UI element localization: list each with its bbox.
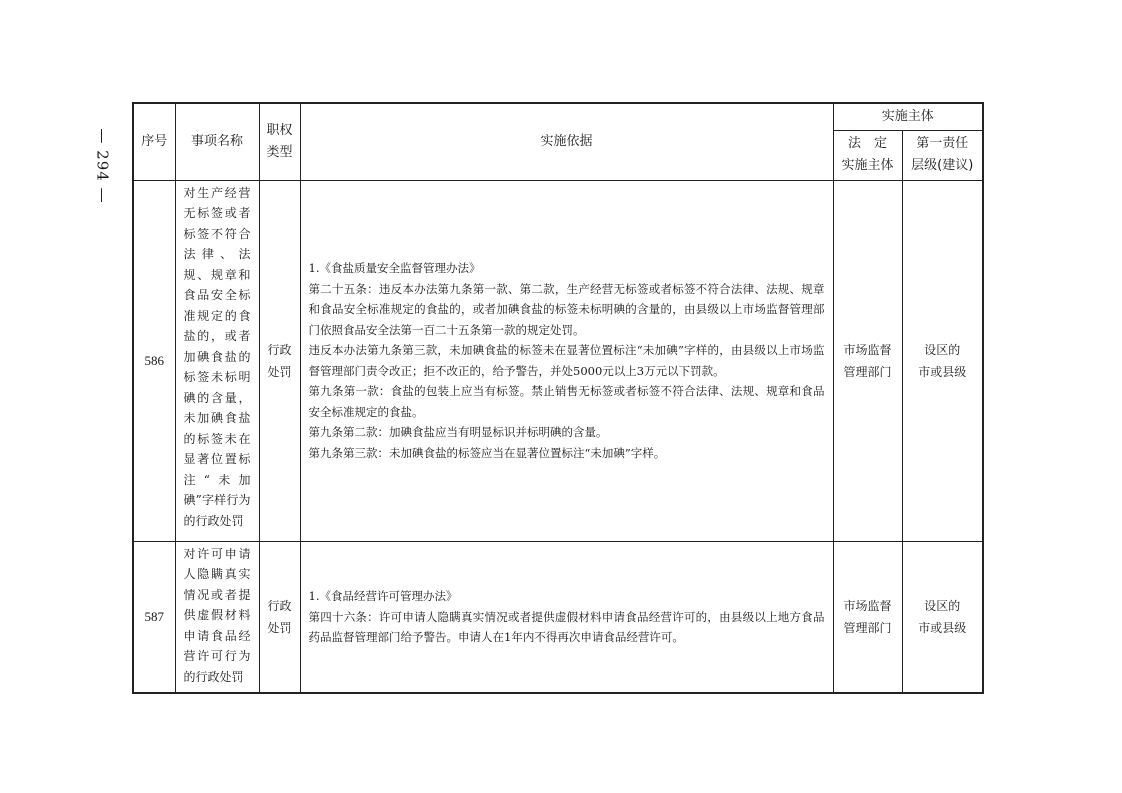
table-row <box>133 541 983 693</box>
header-type <box>259 103 300 180</box>
row-legal-line2: 管理部门 <box>843 620 892 635</box>
header-level-line2: 层级(建议) <box>911 158 974 173</box>
row-legal-subject <box>833 541 902 693</box>
row-type-line1: 行政 <box>267 598 292 613</box>
table-row <box>133 180 983 541</box>
header-basis: 实施依据 <box>300 103 833 180</box>
row-responsibility-level <box>902 180 983 541</box>
basis-paragraph: 第九条第一款：食盐的包装上应当有标签。禁止销售无标签或者标签不符合法律、法规、规章和食品安全标准规定的食盐。 <box>308 384 825 419</box>
header-level-line1: 第一责任 <box>916 136 969 151</box>
header-legal-subject <box>833 130 902 180</box>
row-level-line1: 设区的 <box>924 598 961 613</box>
row-type-line2: 处罚 <box>267 620 292 635</box>
row-item-name: 对生产经营无标签或者标签不符合法律、法规、规章和食品安全标准规定的食盐的，或者加碘食盐的标签未标明碘的含量，未加碘食盐的标签未在显著位置标注“未加碘”字样行为的行政处罚 <box>175 180 259 541</box>
basis-paragraph: 违反本办法第九条第三款，未加碘食盐的标签未在显著位置标注“未加碘”字样的，由县级以上市场监督管理部门责令改正；拒不改正的，给予警告，并处5000元以上3万元以下罚款。 <box>308 343 825 378</box>
header-serial: 序号 <box>133 103 175 180</box>
header-type-line2: 类型 <box>266 144 293 160</box>
row-legal-line1: 市场监督 <box>843 342 892 357</box>
header-name: 事项名称 <box>175 103 259 180</box>
row-type-line1: 行政 <box>267 342 292 357</box>
row-legal-subject <box>833 180 902 541</box>
basis-paragraph: 第九条第二款：加碘食盐应当有明显标识并标明碘的含量。 <box>308 425 608 439</box>
row-level-line2: 市或县级 <box>918 364 967 379</box>
header-responsibility-level <box>902 130 983 180</box>
page-number <box>90 120 116 212</box>
row-type-line2: 处罚 <box>267 364 292 379</box>
row-item-name: 对许可申请人隐瞒真实情况或者提供虚假材料申请食品经营许可行为的行政处罚 <box>175 541 259 693</box>
row-legal-basis <box>300 541 833 693</box>
header-legal-line1: 法 定 <box>847 136 887 151</box>
row-level-line1: 设区的 <box>924 342 961 357</box>
enforcement-table <box>132 102 984 694</box>
row-legal-basis <box>300 180 833 541</box>
row-authority-type <box>259 180 300 541</box>
basis-paragraph: 1.《食品经营许可管理办法》 <box>308 589 458 603</box>
header-legal-line2: 实施主体 <box>841 158 894 173</box>
header-subject-group: 实施主体 <box>833 103 983 130</box>
row-responsibility-level <box>902 541 983 693</box>
row-serial: 587 <box>133 541 175 693</box>
page-number-text: — 294 — <box>94 128 113 204</box>
row-legal-line1: 市场监督 <box>843 598 892 613</box>
basis-paragraph: 第二十五条：违反本办法第九条第一款、第二款，生产经营无标签或者标签不符合法律、法规、规章和食品安全标准规定的食盐的，或者加碘食盐的标签未标明碘的含量的，由县级以上市场监督管理部门依照食品安全法第一百二十五条第一款的规定处罚。 <box>308 281 825 337</box>
basis-paragraph: 第九条第三款：未加碘食盐的标签应当在显著位置标注“未加碘”字样。 <box>308 445 666 460</box>
row-authority-type <box>259 541 300 693</box>
row-level-line2: 市或县级 <box>918 620 967 635</box>
row-legal-line2: 管理部门 <box>843 364 892 379</box>
header-type-line1: 职权 <box>266 122 293 138</box>
basis-paragraph: 第四十六条：许可申请人隐瞒真实情况或者提供虚假材料申请食品经营许可的，由县级以上地方食品药品监督管理部门给予警告。申请人在1年内不得再次申请食品经营许可。 <box>308 609 825 644</box>
basis-paragraph: 1.《食盐质量安全监督管理办法》 <box>308 261 481 275</box>
row-serial: 586 <box>133 180 175 541</box>
